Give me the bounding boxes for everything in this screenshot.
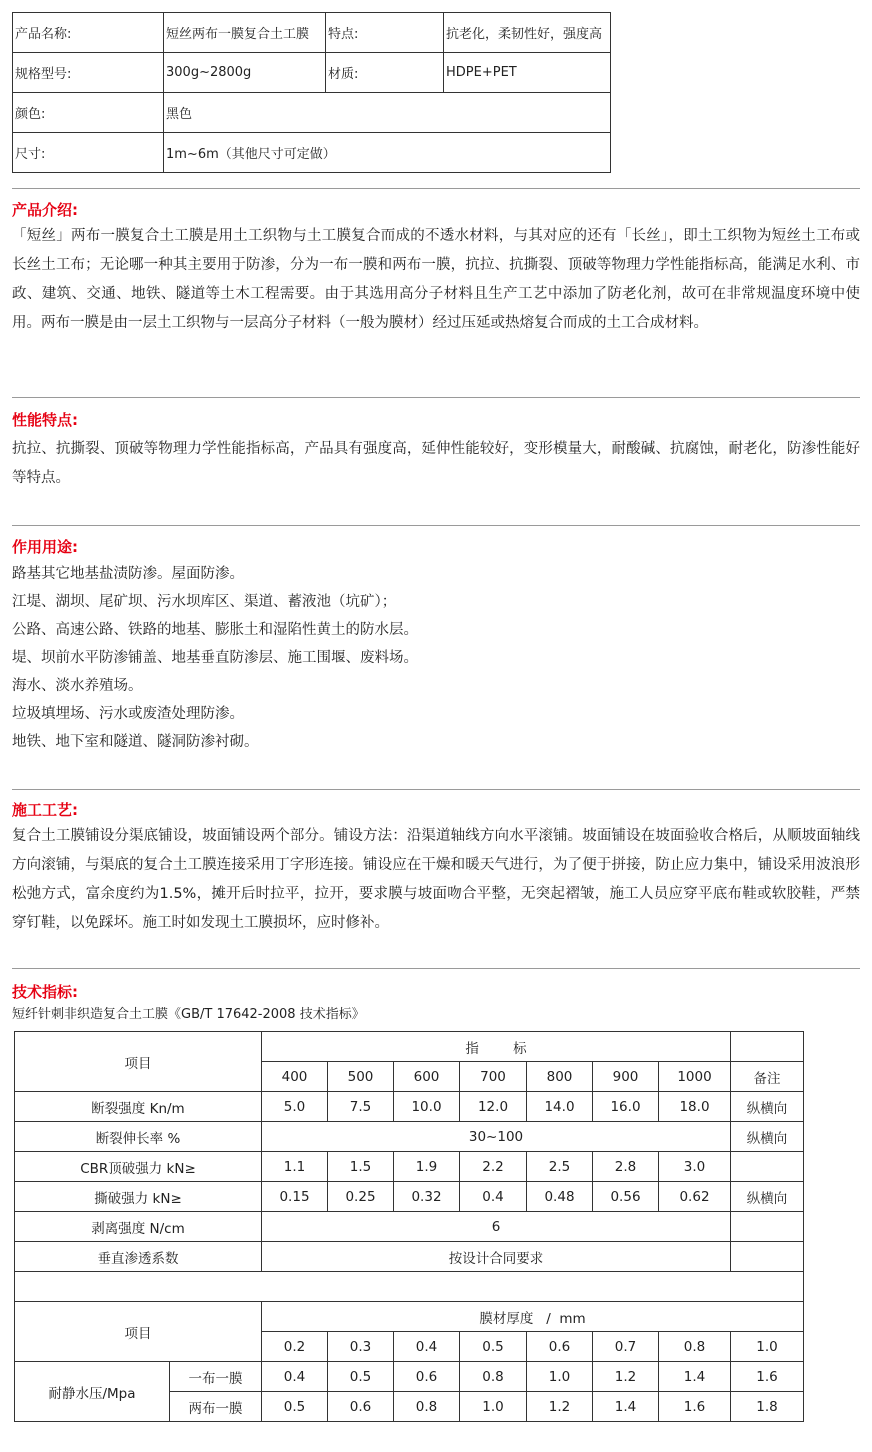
list-item: 路基其它地基盐渍防渗。屋面防渗。: [12, 566, 244, 582]
value-cell: 1.2: [593, 1362, 659, 1392]
item-header: 项目: [15, 1032, 262, 1092]
value-cell: 10.0: [394, 1092, 460, 1122]
table-row: [15, 1212, 804, 1242]
table-row: [15, 1362, 804, 1392]
value-cell: 1.6: [731, 1362, 804, 1392]
value-cell: 14.0: [527, 1092, 593, 1122]
grade-cell: 700: [460, 1062, 527, 1092]
table-row: [15, 1302, 804, 1332]
construction-body: 复合土工膜铺设分渠底铺设，坡面铺设两个部分。铺设方法：沿渠道轴线方向水平滚铺。坡面铺设在坡面验收合格后，从顺坡面轴线方向滚铺，与渠底的复合土工膜连接采用丁字形连接。铺设应在干燥和暖天气进行，为了便于拼接，防止应力集中，铺设采用波浪形松弛方式，富余度约为1.5%，摊开后时拉平，拉开，要求膜与坡面吻合平整，无突起褶皱，施工人员应穿平底布鞋或软胶鞋，严禁穿钉鞋，以免踩坏。施工时如发现土工膜损坏，应时修补。: [12, 828, 860, 931]
value-cell: 1.1: [262, 1152, 328, 1182]
value-cell: 0.62: [659, 1182, 731, 1212]
thickness-header: 膜材厚度 / mm: [262, 1302, 804, 1332]
list-item: 江堤、湖坝、尾矿坝、污水坝库区、渠道、蓄液池（坑矿）；: [12, 594, 397, 610]
value-cell: 0.6: [394, 1362, 460, 1392]
value-cell: 3.0: [659, 1152, 731, 1182]
remark-cell: 纵横向: [731, 1092, 804, 1122]
merged-value: 30~100: [262, 1122, 731, 1152]
list-item: 公路、高速公路、铁路的地基、膨胀土和湿陷性黄土的防水层。: [12, 622, 418, 638]
value-cell: 0.5: [328, 1362, 394, 1392]
spec-row: [13, 53, 611, 93]
grade-cell: 500: [328, 1062, 394, 1092]
remark-cell: 纵横向: [731, 1182, 804, 1212]
spec-label: 规格型号:: [13, 53, 164, 93]
thickness-cell: 1.0: [731, 1332, 804, 1362]
row-label: 断裂强度 Kn/m: [15, 1092, 262, 1122]
spec-value: 1m~6m（其他尺寸可定做）: [164, 133, 611, 173]
spec-label: 特点:: [326, 13, 444, 53]
list-item: 海水、淡水养殖场。: [12, 678, 143, 694]
section-divider: [12, 397, 860, 398]
thickness-cell: 0.4: [394, 1332, 460, 1362]
value-cell: 1.5: [328, 1152, 394, 1182]
table-row: [15, 1152, 804, 1182]
section-divider: [12, 188, 860, 189]
table-row: [15, 1092, 804, 1122]
value-cell: 12.0: [460, 1092, 527, 1122]
table-row: [15, 1272, 804, 1302]
value-cell: 0.4: [460, 1182, 527, 1212]
spec-table: [12, 12, 611, 173]
spec-label: 尺寸:: [13, 133, 164, 173]
table-row: [15, 1032, 804, 1062]
value-cell: 0.8: [460, 1362, 527, 1392]
list-item: 地铁、地下室和隧道、隧洞防渗衬砌。: [12, 734, 259, 750]
thickness-cell: 0.7: [593, 1332, 659, 1362]
row-label: CBR顶破强力 kN≥: [15, 1152, 262, 1182]
value-cell: 0.48: [527, 1182, 593, 1212]
value-cell: 1.6: [659, 1392, 731, 1422]
value-cell: 0.56: [593, 1182, 659, 1212]
thickness-cell: 0.8: [659, 1332, 731, 1362]
table-row: [15, 1122, 804, 1152]
spec-label: 材质:: [326, 53, 444, 93]
value-cell: 2.8: [593, 1152, 659, 1182]
intro-body: 「短丝」两布一膜复合土工膜是用土工织物与土工膜复合而成的不透水材料，与其对应的还有「长丝」，即土工织物为短丝土工布或长丝土工布；无论哪一种其主要用于防渗，分为一布一膜和两布一膜，抗拉、抗撕裂、顶破等物理力学性能指标高，能满足水利、市政、建筑、交通、地铁、隧道等土木工程需要。由于其选用高分子材料且生产工艺中添加了防老化剂，故可在非常规温度环境中使用。两布一膜是由一层土工织物与一层高分子材料（一般为膜材）经过压延或热熔复合而成的土工合成材料。: [12, 228, 860, 331]
value-cell: 2.2: [460, 1152, 527, 1182]
spec-value: 黑色: [164, 93, 611, 133]
table-row: [15, 1242, 804, 1272]
thickness-cell: 0.3: [328, 1332, 394, 1362]
value-cell: 1.2: [527, 1392, 593, 1422]
thickness-cell: 0.2: [262, 1332, 328, 1362]
remark-cell: [731, 1242, 804, 1272]
tech-subtitle: 短纤针刺非织造复合土工膜《GB/T 17642-2008 技术指标》: [12, 1007, 365, 1022]
grade-cell: 800: [527, 1062, 593, 1092]
row-label: 剥离强度 N/cm: [15, 1212, 262, 1242]
row-label: 撕破强力 kN≥: [15, 1182, 262, 1212]
grade-cell: 1000: [659, 1062, 731, 1092]
thickness-cell: 0.6: [527, 1332, 593, 1362]
remark-cell: [731, 1212, 804, 1242]
features-title: 性能特点:: [12, 411, 78, 429]
section-divider: [12, 525, 860, 526]
value-cell: 1.0: [460, 1392, 527, 1422]
film-item-header: 项目: [15, 1302, 262, 1362]
value-cell: 0.5: [262, 1392, 328, 1422]
value-cell: 7.5: [328, 1092, 394, 1122]
value-cell: 0.25: [328, 1182, 394, 1212]
blank-cell: [731, 1032, 804, 1062]
value-cell: 16.0: [593, 1092, 659, 1122]
spec-row: [13, 13, 611, 53]
features-body: 抗拉、抗撕裂、顶破等物理力学性能指标高，产品具有强度高，延伸性能较好，变形模量大，耐酸碱、抗腐蚀，耐老化，防渗性能好等特点。: [12, 441, 860, 486]
spec-value: 300g~2800g: [164, 53, 326, 93]
value-cell: 1.8: [731, 1392, 804, 1422]
usage-list: [12, 560, 860, 756]
construction-title: 施工工艺:: [12, 801, 78, 819]
spec-row: [13, 93, 611, 133]
pressure-label: 耐静水压/Mpa: [15, 1362, 170, 1422]
merged-value: 6: [262, 1212, 731, 1242]
spec-value: HDPE+PET: [444, 53, 611, 93]
grade-cell: 400: [262, 1062, 328, 1092]
remark-cell: [731, 1152, 804, 1182]
intro-title: 产品介绍:: [12, 201, 78, 219]
grade-cell: 900: [593, 1062, 659, 1092]
value-cell: 1.4: [659, 1362, 731, 1392]
value-cell: 0.32: [394, 1182, 460, 1212]
value-cell: 1.4: [593, 1392, 659, 1422]
row-label: 断裂伸长率 %: [15, 1122, 262, 1152]
spec-value: 短丝两布一膜复合土工膜: [164, 13, 326, 53]
value-cell: 0.6: [328, 1392, 394, 1422]
thickness-cell: 0.5: [460, 1332, 527, 1362]
spec-value: 抗老化，柔韧性好，强度高: [444, 13, 611, 53]
value-cell: 0.8: [394, 1392, 460, 1422]
grade-cell: 600: [394, 1062, 460, 1092]
value-cell: 0.4: [262, 1362, 328, 1392]
value-cell: 18.0: [659, 1092, 731, 1122]
spec-label: 颜色:: [13, 93, 164, 133]
row-label: 两布一膜: [170, 1392, 262, 1422]
list-item: 堤、坝前水平防渗铺盖、地基垂直防渗层、施工围堰、废料场。: [12, 650, 418, 666]
row-label: 一布一膜: [170, 1362, 262, 1392]
tech-title: 技术指标:: [12, 983, 78, 1001]
spec-row: [13, 133, 611, 173]
section-divider: [12, 968, 860, 969]
list-item: 垃圾填埋场、污水或废渣处理防渗。: [12, 706, 244, 722]
value-cell: 2.5: [527, 1152, 593, 1182]
spacer-row: [15, 1272, 804, 1302]
row-label: 垂直渗透系数: [15, 1242, 262, 1272]
tech-table: [14, 1031, 804, 1422]
value-cell: 1.0: [527, 1362, 593, 1392]
spec-label: 产品名称:: [13, 13, 164, 53]
value-cell: 5.0: [262, 1092, 328, 1122]
value-cell: 1.9: [394, 1152, 460, 1182]
usage-title: 作用用途:: [12, 538, 78, 556]
index-header: 指 标: [262, 1032, 731, 1062]
remark-header: 备注: [731, 1062, 804, 1092]
merged-value: 按设计合同要求: [262, 1242, 731, 1272]
remark-cell: 纵横向: [731, 1122, 804, 1152]
table-row: [15, 1182, 804, 1212]
value-cell: 0.15: [262, 1182, 328, 1212]
section-divider: [12, 789, 860, 790]
